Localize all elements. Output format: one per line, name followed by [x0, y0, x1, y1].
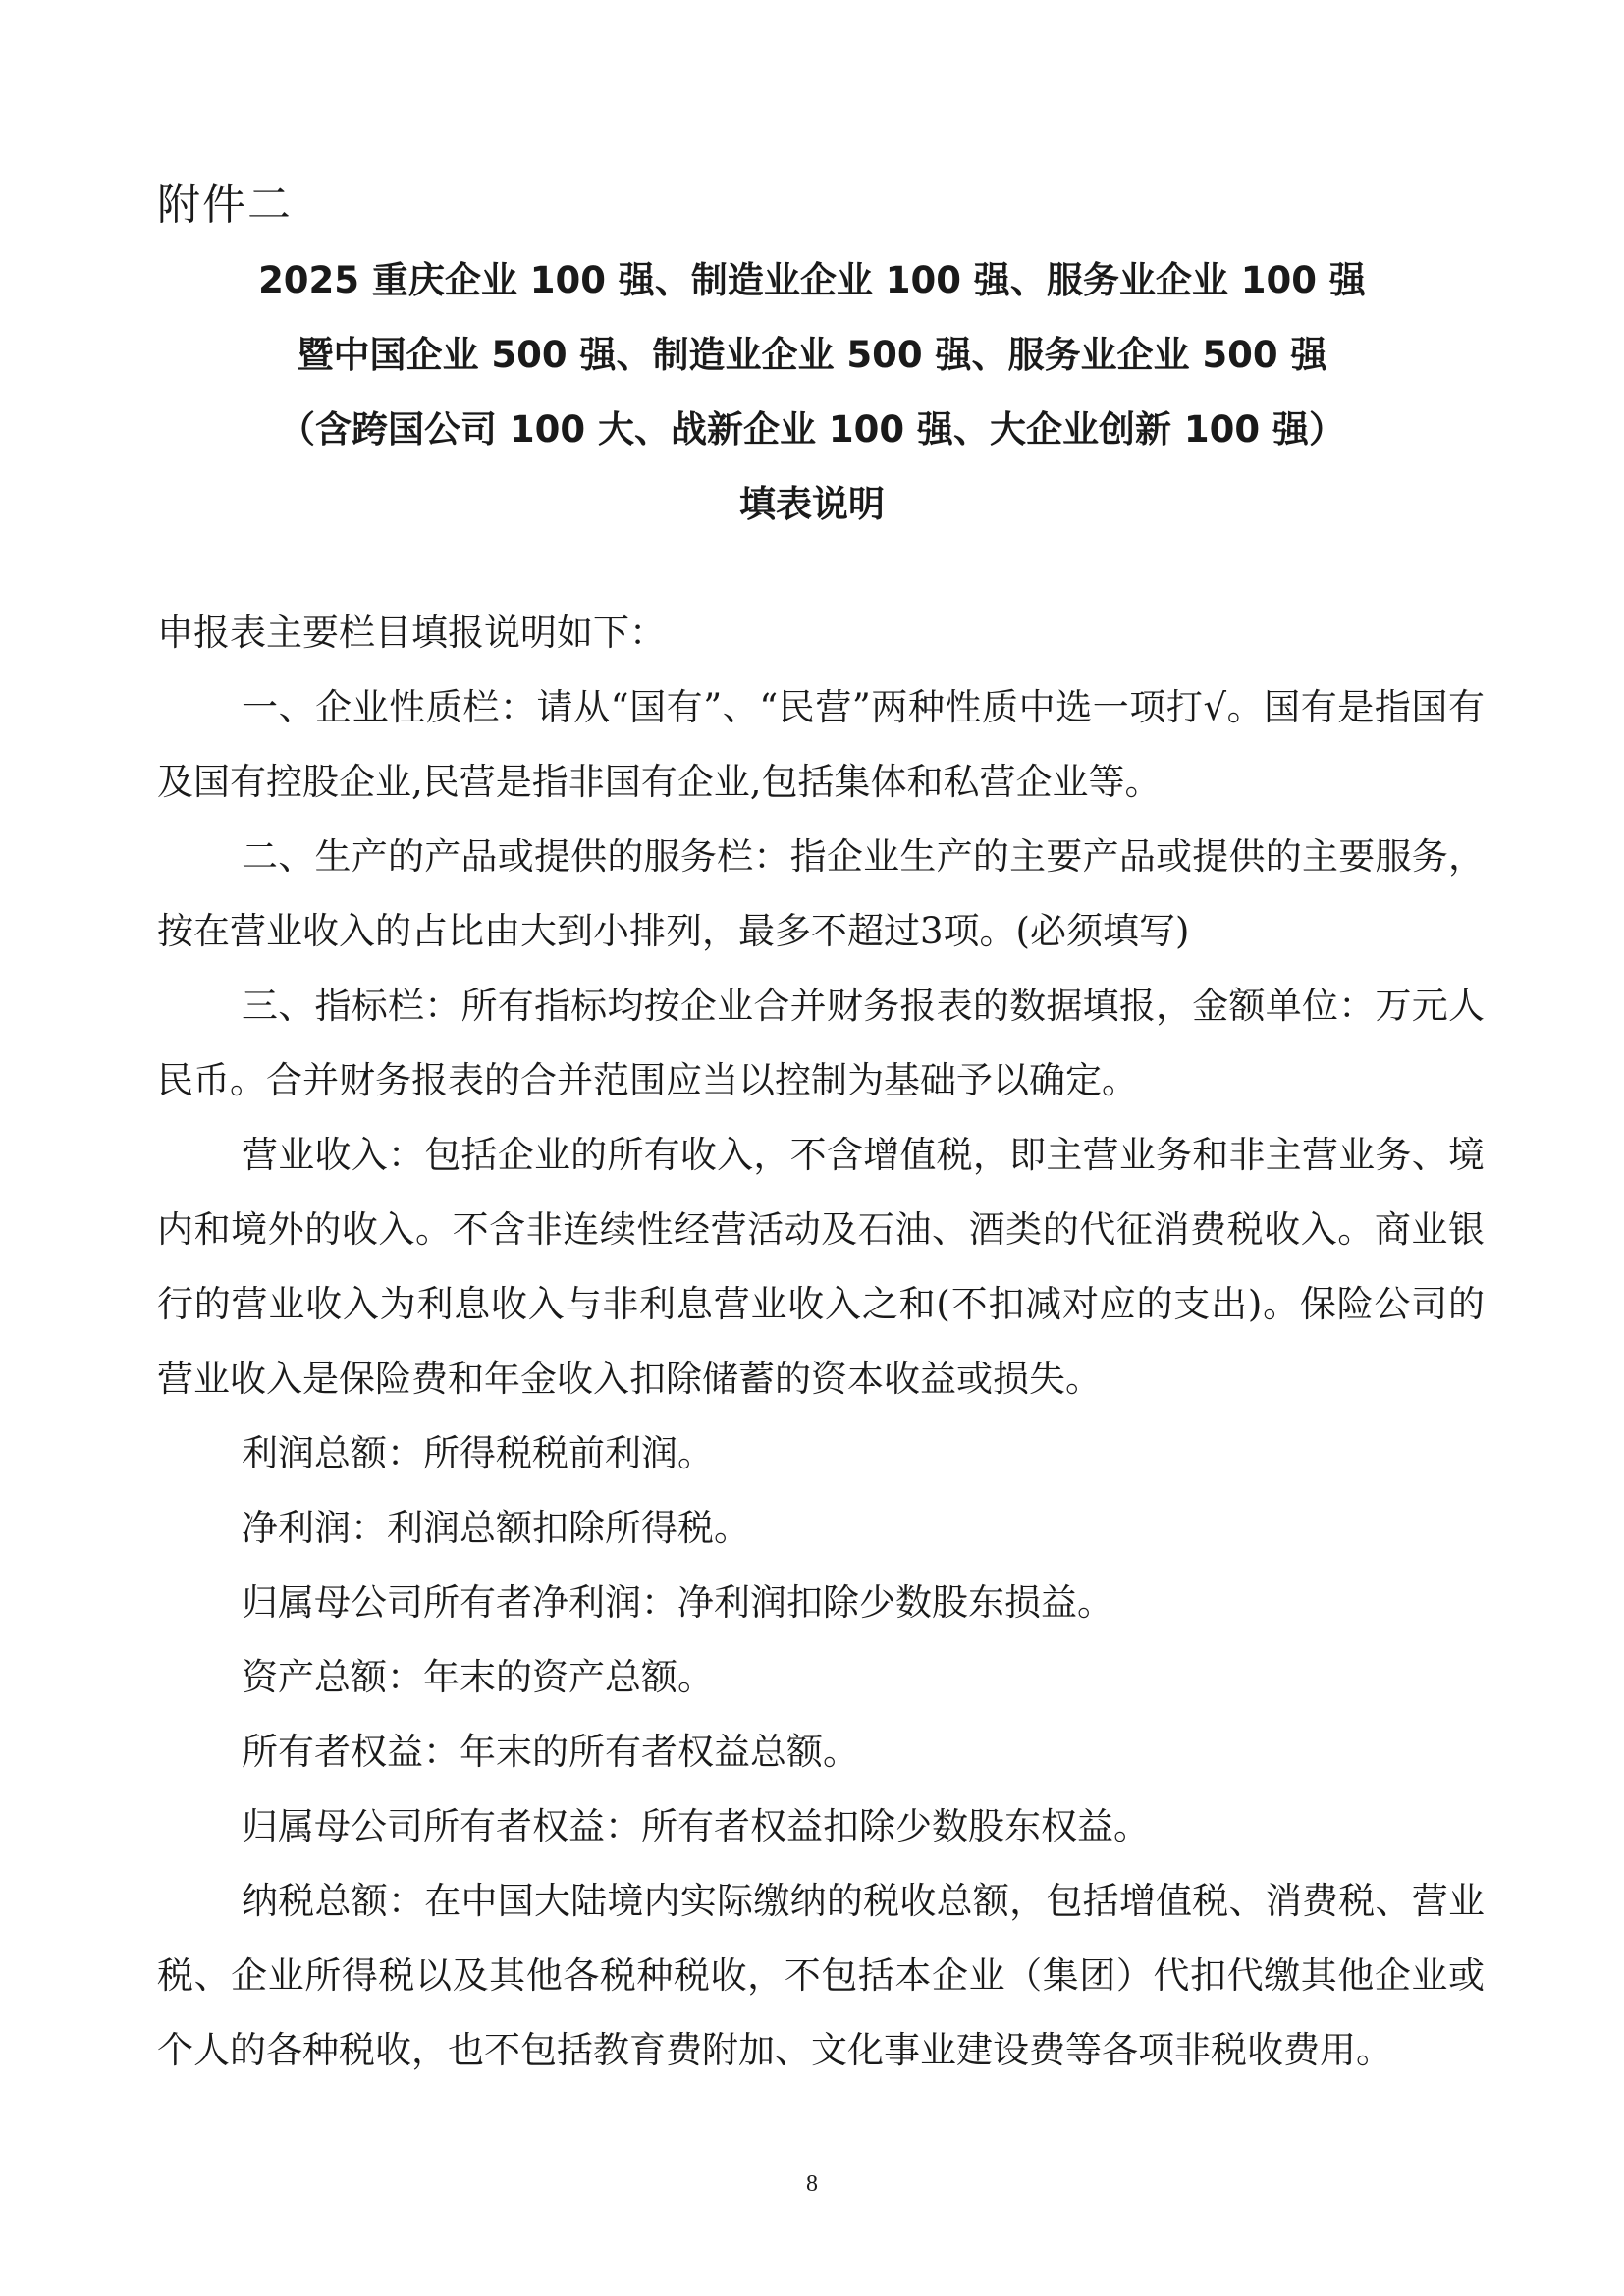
attachment-label: 附件二	[157, 180, 293, 230]
paragraph-enterprise-nature: 一、企业性质栏：请从“国有”、“民营”两种性质中选一项打√。国有是指国有及国有控股企业,民营是指非国有企业,包括集体和私营企业等。	[157, 686, 1485, 803]
paragraph-total-profit: 利润总额：所得税税前利润。	[242, 1432, 714, 1474]
paragraph-products-services: 二、生产的产品或提供的服务栏：指企业生产的主要产品或提供的主要服务，按在营业收入的占比由大到小排列，最多不超过3项。(必须填写)	[157, 835, 1485, 952]
document-title	[0, 243, 1624, 542]
paragraph-total-tax: 纳税总额：在中国大陆境内实际缴纳的税收总额，包括增值税、消费税、营业税、企业所得税以及其他各税种税收，不包括本企业（集团）代扣代缴其他企业或个人的各种税收，也不包括教育费附加、文化事业建设费等各项非税收费用。	[157, 1880, 1485, 2071]
title-line-4: 填表说明	[739, 483, 885, 525]
paragraph-operating-revenue: 营业收入：包括企业的所有收入，不含增值税，即主营业务和非主营业务、境内和境外的收入。不含非连续性经营活动及石油、酒类的代征消费税收入。商业银行的营业收入为利息收入与非利息营业收入之和(不扣减对应的支出)。保险公司的营业收入是保险费和年金收入扣除储蓄的资本收益或损失。	[157, 1134, 1485, 1400]
paragraph-parent-owners-equity: 归属母公司所有者权益：所有者权益扣除少数股东权益。	[242, 1805, 1150, 1847]
paragraph-parent-net-profit: 归属母公司所有者净利润：净利润扣除少数股东损益。	[242, 1581, 1113, 1624]
title-line-2: 暨中国企业 500 强、制造业企业 500 强、服务业企业 500 强	[297, 334, 1327, 376]
paragraph-net-profit: 净利润：利润总额扣除所得税。	[242, 1507, 750, 1549]
paragraph-owners-equity: 所有者权益：年末的所有者权益总额。	[242, 1731, 859, 1773]
intro-paragraph: 申报表主要栏目填报说明如下：	[157, 612, 666, 654]
title-line-3: （含跨国公司 100 大、战新企业 100 强、大企业创新 100 强）	[279, 408, 1345, 451]
document-body	[157, 596, 1485, 2088]
page-number: 8	[806, 2171, 818, 2197]
title-line-1: 2025 重庆企业 100 强、制造业企业 100 强、服务业企业 100 强	[258, 259, 1366, 301]
paragraph-indicators: 三、指标栏：所有指标均按企业合并财务报表的数据填报，金额单位：万元人民币。合并财务报表的合并范围应当以控制为基础予以确定。	[157, 985, 1485, 1101]
paragraph-total-assets: 资产总额：年末的资产总额。	[242, 1656, 714, 1698]
